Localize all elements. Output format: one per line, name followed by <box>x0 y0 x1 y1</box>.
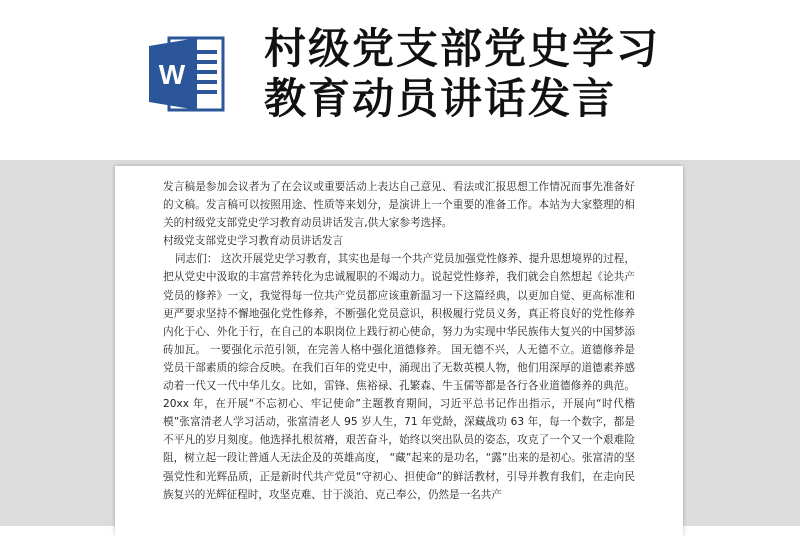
page-title <box>264 24 784 124</box>
document-page <box>115 166 683 536</box>
header <box>0 0 800 160</box>
title-line-2: 教育动员讲话发言 <box>264 74 617 123</box>
document-subtitle: 村级党支部党史学习教育动员讲话发言 <box>163 235 344 248</box>
word-icon-letter: W <box>158 59 186 90</box>
intro-paragraph: 发言稿是参加会议者为了在会议或重要活动上表达自己意见、看法或汇报思想工作情况而事先准备好的文稿。发言稿可以按照用途、性质等来划分，是演讲上一个重要的准备工作。本站为大家整理的相关的村级党支部党史学习教育动员讲话发言,供大家参考选择。 <box>163 181 635 230</box>
title-line-1: 村级党支部党史学习 <box>264 24 661 73</box>
document-text <box>163 178 635 504</box>
word-document-icon <box>147 34 227 114</box>
body-paragraph: 同志们： 这次开展党史学习教育，其实也是每一个共产党员加强党性修养、提升思想境界的过程，把从党史中汲取的丰富营养转化为忠诚履职的不竭动力。说起党性修养，我们就会自然想起《论共产党员的修养》一文，我觉得每一位共产党员都应该重新温习一下这篇经典，以更加自觉、更高标准和更严要求坚持不懈地强化党性修养，不断强化党员意识，积极履行党员义务，真正将良好的党性修养内化于心、外化于行，在自己的本职岗位上践行初心使命，努力为实现中华民族伟大复兴的中国梦添砖加瓦。 一要强化示范引领，在完善人格中强化道德修养。 国无德不兴，人无德不立。道德修养是党员干部素质的综合反映。在我们百年的党史中，涌现出了无数英模人物，他们用深厚的道德素养感动着一代又一代中华儿女。比如，雷锋、焦裕禄、孔繁森、牛玉儒等都是各行各业道德修养的典范。20xx 年，在开展“不忘初心、牢记使命”主题教育期间，习近平总书记作出指示，开展向“时代楷模”张富清老人学习活动，张富清老人 95 岁人生，71 年党龄，深藏战功 63 年，每一个数字，都是不平凡的岁月刻度。他选择扎根贫瘠，艰苦奋斗，始终以突出队员的姿态，攻克了一个又一个艰难险阻，树立起一段让普通人无法企及的英雄高度， “藏”起来的是功名，“露”出来的是初心。张富清的坚强党性和光辉品质，正是新时代共产党员“守初心、担使命”的鲜活教材，引导并教育我们，在走向民族复兴的光辉征程时，攻坚克难、甘于淡泊、克己奉公，仍然是一名共产 <box>163 253 635 501</box>
